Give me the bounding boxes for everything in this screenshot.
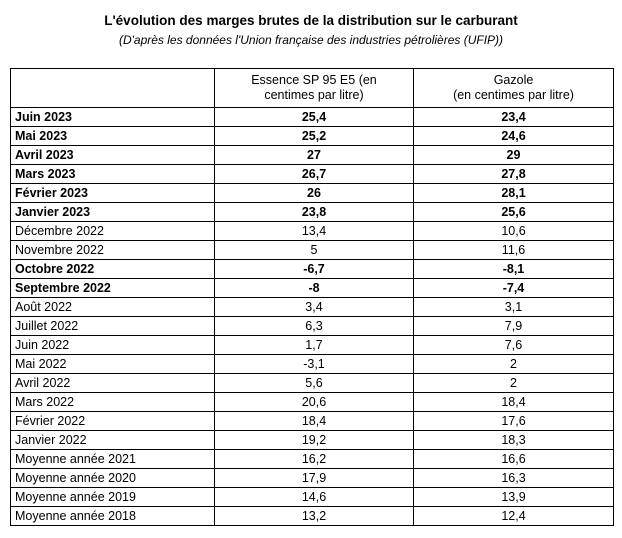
gazole-value-cell: 25,6 <box>414 203 614 222</box>
gazole-value-cell: 7,6 <box>414 336 614 355</box>
table-header <box>11 69 614 108</box>
period-cell: Janvier 2023 <box>11 203 215 222</box>
table-title: L'évolution des marges brutes de la distribution sur le carburant <box>104 13 518 28</box>
table-row <box>11 336 614 355</box>
period-cell: Juillet 2022 <box>11 317 215 336</box>
header-essence-line-2: centimes par litre) <box>264 88 364 102</box>
period-cell: Avril 2023 <box>11 146 215 165</box>
gazole-value-cell: 18,3 <box>414 431 614 450</box>
table-row <box>11 108 614 127</box>
table-row <box>11 279 614 298</box>
period-cell: Moyenne année 2018 <box>11 507 215 526</box>
period-cell: Mars 2022 <box>11 393 215 412</box>
essence-value-cell: 19,2 <box>215 431 414 450</box>
gazole-value-cell: 27,8 <box>414 165 614 184</box>
period-cell: Octobre 2022 <box>11 260 215 279</box>
table-row <box>11 507 614 526</box>
table-row <box>11 241 614 260</box>
header-gazole <box>414 69 614 108</box>
essence-value-cell: 25,2 <box>215 127 414 146</box>
gazole-value-cell: 29 <box>414 146 614 165</box>
gazole-value-cell: 3,1 <box>414 298 614 317</box>
essence-value-cell: 18,4 <box>215 412 414 431</box>
gazole-value-cell: 2 <box>414 374 614 393</box>
table-row <box>11 203 614 222</box>
header-gazole-line-1: Gazole <box>493 73 534 87</box>
period-cell: Août 2022 <box>11 298 215 317</box>
essence-value-cell: 26 <box>215 184 414 203</box>
gazole-value-cell: 24,6 <box>414 127 614 146</box>
header-essence-line-1: Essence SP 95 E5 (en <box>251 73 377 87</box>
essence-value-cell: 23,8 <box>215 203 414 222</box>
gazole-value-cell: 16,6 <box>414 450 614 469</box>
period-cell: Moyenne année 2019 <box>11 488 215 507</box>
essence-value-cell: 20,6 <box>215 393 414 412</box>
gazole-value-cell: 2 <box>414 355 614 374</box>
gazole-value-cell: 7,9 <box>414 317 614 336</box>
table-row <box>11 146 614 165</box>
period-cell: Avril 2022 <box>11 374 215 393</box>
table-body <box>11 108 614 526</box>
essence-value-cell: 27 <box>215 146 414 165</box>
table-row <box>11 298 614 317</box>
gazole-value-cell: 13,9 <box>414 488 614 507</box>
table-row <box>11 184 614 203</box>
header-gazole-line-2: (en centimes par litre) <box>453 88 574 102</box>
essence-value-cell: 13,4 <box>215 222 414 241</box>
gazole-value-cell: 11,6 <box>414 241 614 260</box>
period-cell: Juin 2022 <box>11 336 215 355</box>
essence-value-cell: 25,4 <box>215 108 414 127</box>
essence-value-cell: -6,7 <box>215 260 414 279</box>
essence-value-cell: 6,3 <box>215 317 414 336</box>
essence-value-cell: 1,7 <box>215 336 414 355</box>
table-row <box>11 412 614 431</box>
essence-value-cell: 26,7 <box>215 165 414 184</box>
gazole-value-cell: -7,4 <box>414 279 614 298</box>
essence-value-cell: 16,2 <box>215 450 414 469</box>
essence-value-cell: -8 <box>215 279 414 298</box>
period-cell: Février 2023 <box>11 184 215 203</box>
gazole-value-cell: 10,6 <box>414 222 614 241</box>
essence-value-cell: 14,6 <box>215 488 414 507</box>
essence-value-cell: 5 <box>215 241 414 260</box>
essence-value-cell: 3,4 <box>215 298 414 317</box>
period-cell: Moyenne année 2021 <box>11 450 215 469</box>
table-row <box>11 260 614 279</box>
table-row <box>11 431 614 450</box>
period-cell: Juin 2023 <box>11 108 215 127</box>
period-cell: Janvier 2022 <box>11 431 215 450</box>
table-row <box>11 222 614 241</box>
period-cell: Moyenne année 2020 <box>11 469 215 488</box>
table-row <box>11 450 614 469</box>
table-row <box>11 127 614 146</box>
margins-table <box>10 68 614 526</box>
header-period <box>11 69 215 108</box>
essence-value-cell: -3,1 <box>215 355 414 374</box>
header-essence <box>215 69 414 108</box>
gazole-value-cell: 16,3 <box>414 469 614 488</box>
gazole-value-cell: 12,4 <box>414 507 614 526</box>
period-cell: Mai 2022 <box>11 355 215 374</box>
period-cell: Septembre 2022 <box>11 279 215 298</box>
table-row <box>11 317 614 336</box>
essence-value-cell: 5,6 <box>215 374 414 393</box>
table-subtitle: (D'après les données l'Union française des industries pétrolières (UFIP)) <box>118 33 504 47</box>
gazole-value-cell: -8,1 <box>414 260 614 279</box>
header-row <box>11 69 614 108</box>
gazole-value-cell: 17,6 <box>414 412 614 431</box>
gazole-value-cell: 23,4 <box>414 108 614 127</box>
essence-value-cell: 13,2 <box>215 507 414 526</box>
period-cell: Novembre 2022 <box>11 241 215 260</box>
period-cell: Mars 2023 <box>11 165 215 184</box>
period-cell: Février 2022 <box>11 412 215 431</box>
table-row <box>11 469 614 488</box>
period-cell: Décembre 2022 <box>11 222 215 241</box>
period-cell: Mai 2023 <box>11 127 215 146</box>
table-row <box>11 393 614 412</box>
essence-value-cell: 17,9 <box>215 469 414 488</box>
gazole-value-cell: 28,1 <box>414 184 614 203</box>
table-row <box>11 165 614 184</box>
table-row <box>11 374 614 393</box>
gazole-value-cell: 18,4 <box>414 393 614 412</box>
table-row <box>11 355 614 374</box>
table-row <box>11 488 614 507</box>
